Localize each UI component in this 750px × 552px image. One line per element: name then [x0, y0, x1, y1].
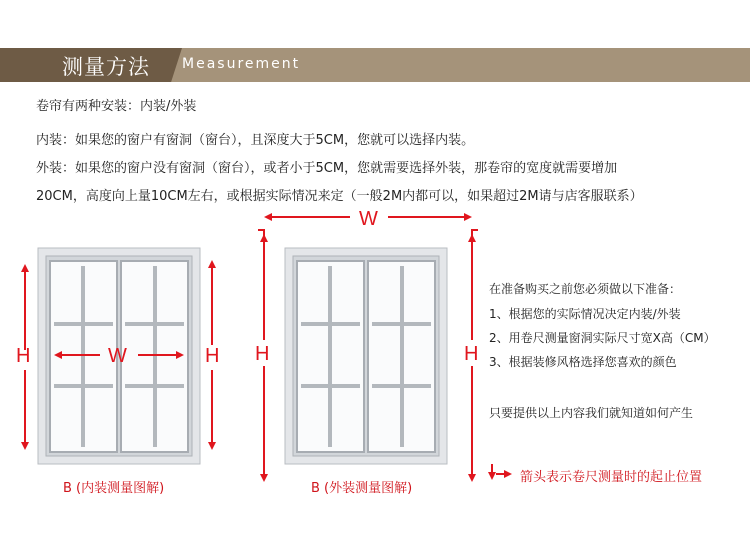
caption-inner-install: B (内装测量图解) — [63, 481, 165, 496]
outer-window — [285, 248, 447, 464]
label-h-inner-left: H — [16, 345, 31, 367]
caption-outer-install: B (外装测量图解) — [311, 481, 413, 496]
instruction-item: 2、用卷尺测量窗洞实际尺寸宽X高（CM） — [489, 331, 716, 345]
label-h-outer-right: H — [464, 343, 479, 365]
label-h-inner-right: H — [205, 345, 220, 367]
inner-install-text: 内装：如果您的窗户有窗洞（窗台），且深度大于5CM，您就可以选择内装。 — [36, 133, 475, 148]
instructions-note: 只要提供以上内容我们就知道如何产生 — [489, 406, 694, 420]
measurement-diagram — [0, 200, 750, 552]
label-w-outer: W — [359, 208, 378, 230]
outer-install-text-1: 外装：如果您的窗户没有窗洞（窗台），或者小于5CM，您就需要选择外装，那卷帘的宽度就需要增加 — [36, 161, 618, 176]
label-w-inner: W — [108, 345, 127, 367]
instruction-item: 1、根据您的实际情况决定内装/外装 — [489, 307, 681, 321]
instruction-item: 3、根据装修风格选择您喜欢的颜色 — [489, 355, 677, 369]
install-intro: 卷帘有两种安装：内装/外装 — [36, 99, 197, 114]
label-h-outer-left: H — [255, 343, 270, 365]
page-subtitle: Measurement — [182, 56, 301, 72]
arrow-legend-text: 箭头表示卷尺测量时的起止位置 — [520, 470, 703, 485]
page-title: 测量方法 — [62, 55, 150, 79]
outer-install-text-2: 20CM，高度向上量10CM左右，或根据实际情况来定（一般2M内都可以，如果超过2M请与店客服联系） — [36, 189, 643, 204]
instructions-heading: 在准备购买之前您必须做以下准备： — [489, 282, 682, 296]
header-banner — [0, 48, 750, 82]
